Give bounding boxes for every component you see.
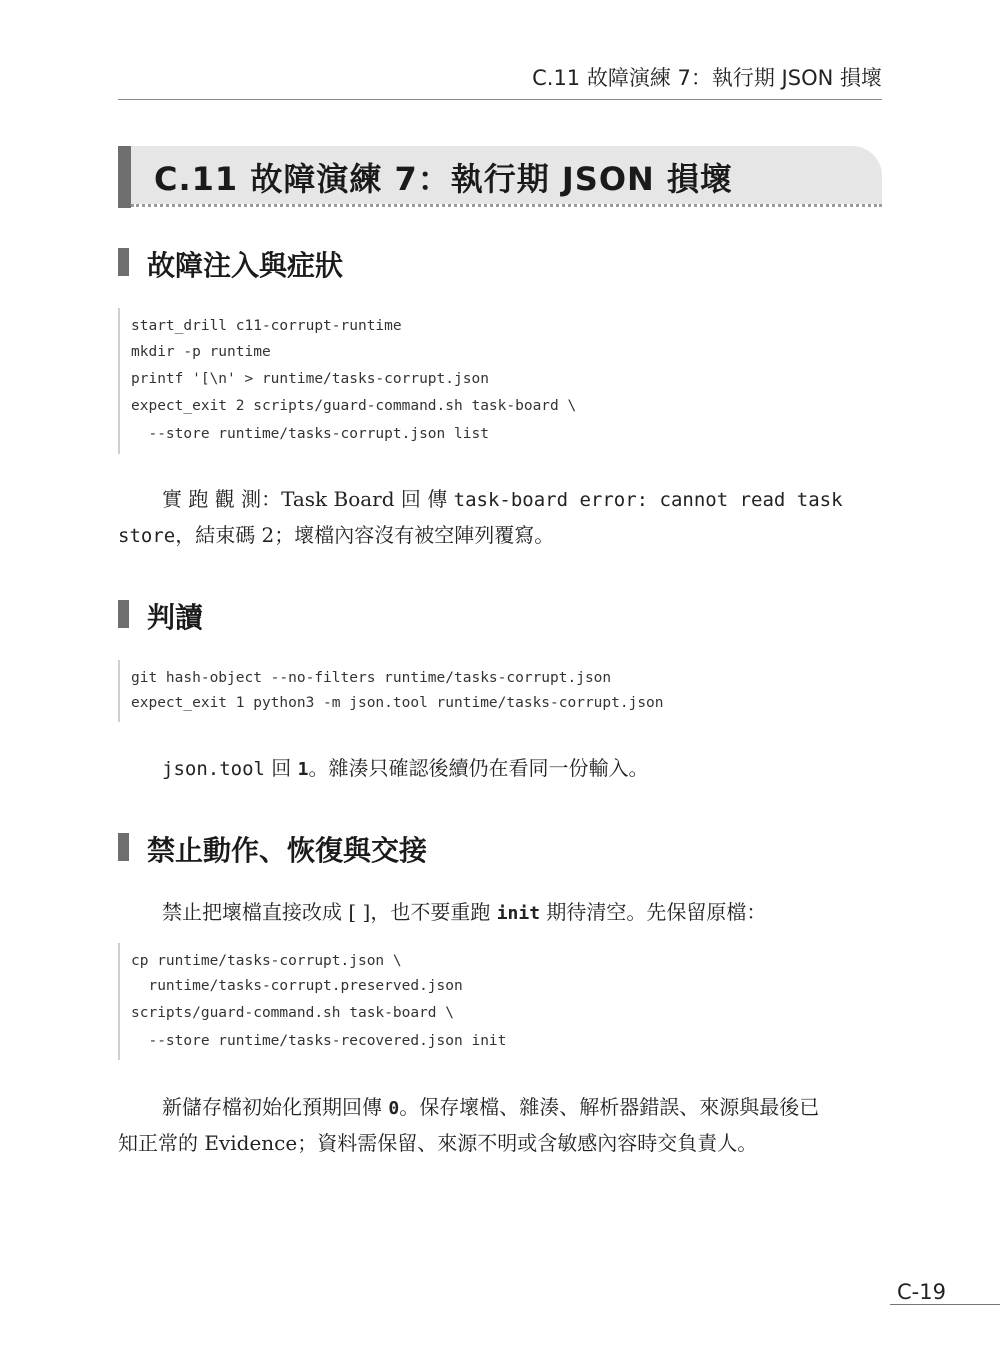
code-line: --store runtime/tasks-corrupt.json list — [131, 426, 489, 442]
code-line: mkdir -p runtime — [131, 344, 271, 360]
section-bar — [118, 833, 129, 861]
code-line: git hash-object --no-filters runtime/tasks-corrupt.json — [131, 670, 612, 686]
inline-code: store — [118, 525, 176, 547]
code-line: cp runtime/tasks-corrupt.json \ — [131, 953, 402, 969]
code-line: scripts/guard-command.sh task-board \ — [131, 1005, 455, 1021]
paragraph-observation — [118, 481, 882, 553]
code-line: expect_exit 2 scripts/guard-command.sh task-board \ — [131, 398, 577, 414]
paragraph-line — [118, 517, 554, 553]
body-text: 禁止把壞檔直接改成 [ ]，也不要重跑 — [162, 900, 497, 924]
paragraph-line — [162, 750, 649, 786]
body-text: 實 跑 觀 測：Task Board 回 傳 — [162, 487, 454, 511]
code-line: printf '[\n' > runtime/tasks-corrupt.json — [131, 371, 489, 387]
body-text: 期待清空。先保留原檔： — [540, 900, 767, 924]
chapter-dotted-rule — [131, 204, 882, 207]
paragraph-line — [162, 894, 766, 930]
inline-code: init — [496, 903, 541, 924]
code-block-interpret — [118, 660, 884, 722]
section-title: 故障注入與症狀 — [147, 249, 344, 282]
header-rule — [118, 99, 882, 100]
paragraph-prohibition — [118, 894, 882, 930]
chapter-title: C.11 故障演練 7：執行期 JSON 損壞 — [154, 160, 733, 198]
paragraph-json-tool — [118, 750, 882, 786]
running-head: C.11 故障演練 7：執行期 JSON 損壞 — [532, 66, 882, 90]
body-text: 新儲存檔初始化預期回傳 — [162, 1095, 389, 1119]
inline-code: task-board error: cannot read task — [453, 489, 843, 511]
footer-rule — [890, 1304, 1000, 1305]
body-text: 回 — [264, 756, 298, 780]
section-bar — [118, 248, 129, 276]
body-text: ，結束碼 2；壞檔內容沒有被空陣列覆寫。 — [175, 523, 555, 547]
inline-code: 1 — [297, 759, 309, 780]
code-block-inject — [118, 308, 884, 454]
code-line: --store runtime/tasks-recovered.json init — [131, 1033, 507, 1049]
section-bar — [118, 600, 129, 628]
paragraph-handoff — [118, 1089, 882, 1161]
code-line: start_drill c11-corrupt-runtime — [131, 318, 402, 334]
inline-code: 0 — [388, 1098, 400, 1119]
paragraph-line — [118, 1125, 757, 1161]
body-text: 知正常的 Evidence；資料需保留、來源不明或含敏感內容時交負責人。 — [118, 1131, 758, 1155]
code-block-recovery — [118, 943, 884, 1060]
page-number: C-19 — [897, 1280, 946, 1304]
section-title: 判讀 — [147, 601, 204, 634]
inline-code: json.tool — [162, 758, 265, 780]
code-line: expect_exit 1 python3 -m json.tool runtime/tasks-corrupt.json — [131, 695, 664, 711]
chapter-banner — [118, 146, 882, 208]
paragraph-line — [162, 481, 843, 517]
code-line: runtime/tasks-corrupt.preserved.json — [131, 978, 463, 994]
body-text: 。保存壞檔、雜湊、解析器錯誤、來源與最後已 — [399, 1095, 820, 1119]
chapter-bar — [118, 146, 131, 208]
paragraph-line — [162, 1089, 819, 1125]
body-text: 。雜湊只確認後續仍在看同一份輸入。 — [308, 756, 649, 780]
section-title: 禁止動作、恢復與交接 — [147, 834, 428, 867]
